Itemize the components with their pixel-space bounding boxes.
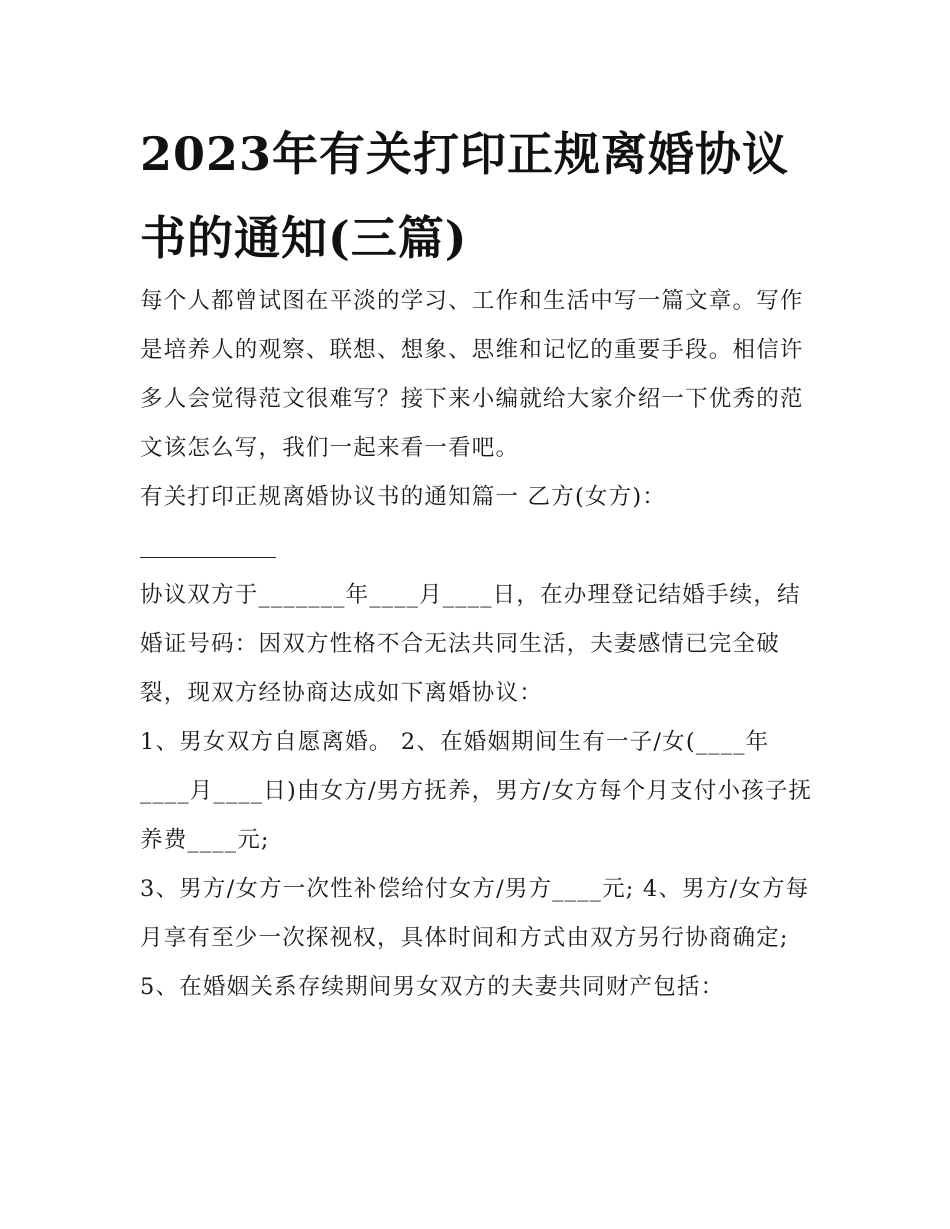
agreement-preamble: 协议双方于_______年____月____日，在办理登记结婚手续，结婚证号码：因双方性格不合无法共同生活，夫妻感情已完全破裂，现双方经协商达成如下离婚协议： — [140, 582, 801, 706]
agreement-clause-1-2: 1、男女双方自愿离婚。 2、在婚姻期间生有一子/女(____年____月____日)由女方/男方抚养，男方/女方每个月支付小孩子抚养费____元; — [140, 729, 813, 853]
agreement-clause-5: 5、在婚姻关系存续期间男女双方的夫妻共同财产包括： — [140, 974, 725, 1000]
agreement-clause-3-4: 3、男方/女方一次性补偿给付女方/男方____元; 4、男方/女方每月享有至少一次探视权，具体时间和方式由双方另行协商确定; — [140, 876, 810, 951]
intro-paragraph: 每个人都曾试图在平淡的学习、工作和生活中写一篇文章。写作是培养人的观察、联想、想象、思维和记忆的重要手段。相信许多人会觉得范文很难写？接下来小编就给大家介绍一下优秀的范文该怎么写，我们一起来看一看吧。 — [140, 288, 804, 461]
document-title: 2023年有关打印正规离婚协议书的通知(三篇) — [140, 127, 790, 265]
section-heading: 有关打印正规离婚协议书的通知篇一 乙方(女方)： — [140, 484, 667, 510]
document-body — [140, 277, 816, 1012]
signature-blank-line — [140, 522, 276, 571]
